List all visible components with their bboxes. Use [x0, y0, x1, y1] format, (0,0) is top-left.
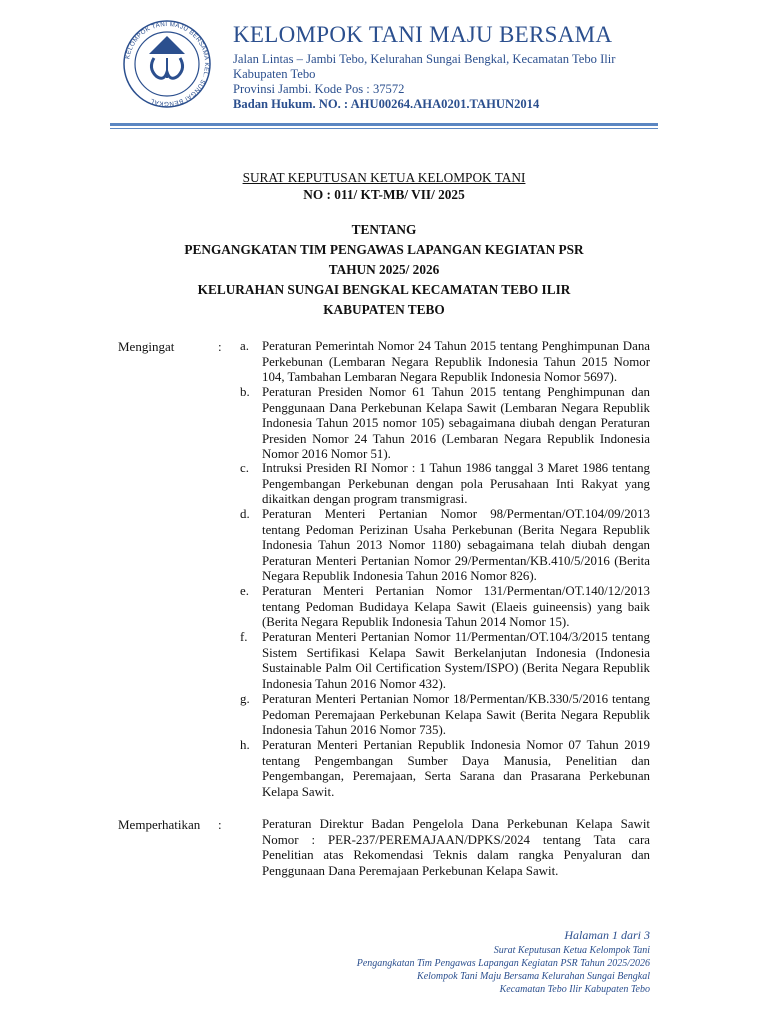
mengingat-label: Mengingat: [118, 339, 175, 354]
heading-regency: KABUPATEN TEBO: [323, 302, 445, 317]
decree-number: NO : 011/ KT-MB/ VII/ 2025: [303, 187, 465, 202]
list-item-marker: f.: [240, 630, 248, 644]
footer-line-3: Kelompok Tani Maju Bersama Kelurahan Sungai Bengkal: [417, 971, 650, 982]
list-item: [240, 738, 650, 800]
list-item-text: Peraturan Pemerintah Nomor 24 Tahun 2015 tentang Penghimpunan Dana Perkebunan (Lembaran Negara Republik Indonesia Tahun 2015 Nomor 104, Tambahan Lembaran Negara Republik Indonesia Nomor 5697).: [262, 339, 650, 384]
heading-tentang: TENTANG: [351, 222, 417, 237]
list-item: [240, 385, 650, 463]
memperhatikan-label: Memperhatikan: [118, 817, 201, 832]
organization-name: KELOMPOK TANI MAJU BERSAMA: [233, 22, 613, 47]
list-item-marker: h.: [240, 738, 250, 752]
logo-seal-icon: [122, 14, 212, 114]
list-item-text: Intruksi Presiden RI Nomor : 1 Tahun 1986 tanggal 3 Maret 1986 tentang Pengembangan Perkebunan dengan pola Perusahaan Inti Rakyat yang dikaitkan dengan program transmigrasi.: [262, 461, 650, 506]
footer-line-1: Surat Keputusan Ketua Kelompok Tani: [493, 945, 650, 956]
heading-subject: PENGANGKATAN TIM PENGAWAS LAPANGAN KEGIATAN PSR: [184, 242, 584, 257]
mengingat-colon: :: [218, 339, 222, 354]
list-item-marker: c.: [240, 461, 249, 475]
footer-line-2: Pengangkatan Tim Pengawas Lapangan Kegiatan PSR Tahun 2025/2026: [356, 958, 650, 969]
list-item: [240, 630, 650, 692]
decree-title: SURAT KEPUTUSAN KETUA KELOMPOK TANI: [242, 170, 526, 185]
list-item-text: Peraturan Menteri Pertanian Nomor 98/Permentan/OT.104/09/2013 tentang Pedoman Perizinan Usaha Perkebunan (Berita Negara Republik Indonesia Tahun 2013 Nomor 1180) sebagaimana telah diubah dengan Peraturan Menteri Pertanian Nomor 29/Permentan/KB.410/5/2016 (Berita Negara Republik Indonesia Tahun 2016 Nomor 826).: [262, 507, 650, 583]
list-item-text: Peraturan Menteri Pertanian Nomor 18/Permentan/KB.330/5/2016 tentang Pedoman Peremajaan Perkebunan Kelapa Sawit (Berita Negara Republik Indonesia Tahun 2016 Nomor 735).: [262, 692, 650, 737]
address-line-1: Jalan Lintas – Jambi Tebo, Kelurahan Sungai Bengkal, Kecamatan Tebo Ilir: [233, 52, 616, 66]
list-item-text: Peraturan Presiden Nomor 61 Tahun 2015 tentang Penghimpunan dan Penggunaan Dana Perkebunan Kelapa Sawit (Lembaran Negara Republik Indonesia Tahun 2015 nomor 105) sebagaimana diubah dengan Peraturan Presiden Nomor 24 Tahun 2016 (Lembaran Negara Republik Indonesia Nomor 2016 Nomor 51).: [262, 385, 650, 461]
heading-location: KELURAHAN SUNGAI BENGKAL KECAMATAN TEBO ILIR: [197, 282, 571, 297]
svg-text:KELOMPOK TANI MAJU BERSAMA KEL: KELOMPOK TANI MAJU BERSAMA KEL. SUNGAI BENGKAL: [124, 20, 211, 108]
organization-logo: [122, 14, 212, 114]
address-line-3: Provinsi Jambi. Kode Pos : 37572: [233, 82, 405, 96]
list-item-marker: g.: [240, 692, 250, 706]
legal-entity-number: Badan Hukum. NO. : AHU00264.AHA0201.TAHUN2014: [233, 97, 540, 111]
memperhatikan-text: Peraturan Direktur Badan Pengelola Dana Perkebunan Kelapa Sawit Nomor : PER-237/PEREMAJAAN/DPKS/2024 tentang Tata cara Penelitian atas Rekomendasi Teknis dalam rangka Penyaluran dan Penggunaan Dana Peremajaan Perkebunan Kelapa Sawit.: [262, 817, 650, 878]
list-item: [240, 461, 650, 508]
heading-year: TAHUN 2025/ 2026: [328, 262, 440, 277]
letterhead-divider-thin: [110, 128, 658, 129]
list-item-text: Peraturan Menteri Pertanian Nomor 131/Permentan/OT.140/12/2013 tentang Pedoman Budidaya Kelapa Sawit (Elaeis guineensis) yang baik (Berita Negara Republik Indonesia Tahun 2014 Nomor 15).: [262, 584, 650, 629]
list-item-marker: b.: [240, 385, 250, 399]
page-number: Halaman 1 dari 3: [564, 928, 650, 942]
footer-line-4: Kecamatan Tebo Ilir Kabupaten Tebo: [499, 984, 650, 995]
list-item: [240, 584, 650, 631]
list-item: [240, 507, 650, 585]
list-item: [240, 339, 650, 386]
list-item-marker: d.: [240, 507, 250, 521]
letterhead-divider-thick: [110, 123, 658, 126]
memperhatikan-colon: :: [218, 817, 222, 832]
list-item: [240, 692, 650, 739]
list-item-text: Peraturan Menteri Pertanian Republik Indonesia Nomor 07 Tahun 2019 tentang Pengembangan Sumber Daya Manusia, Penelitian dan Pengembangan, Peremajaan, Serta Sarana dan Prasarana Perkebunan Kelapa Sawit.: [262, 738, 650, 799]
list-item-marker: a.: [240, 339, 249, 353]
list-item-text: Peraturan Menteri Pertanian Nomor 11/Permentan/OT.104/3/2015 tentang Sistem Sertifikasi Kelapa Sawit Berkelanjutan Indonesia (Indonesia Sustainable Palm Oil Certification System/ISPO) (Berita Negara Republik Indonesia Tahun 2016 Nomor 432).: [262, 630, 650, 691]
address-line-2: Kabupaten Tebo: [233, 67, 316, 81]
list-item-marker: e.: [240, 584, 249, 598]
